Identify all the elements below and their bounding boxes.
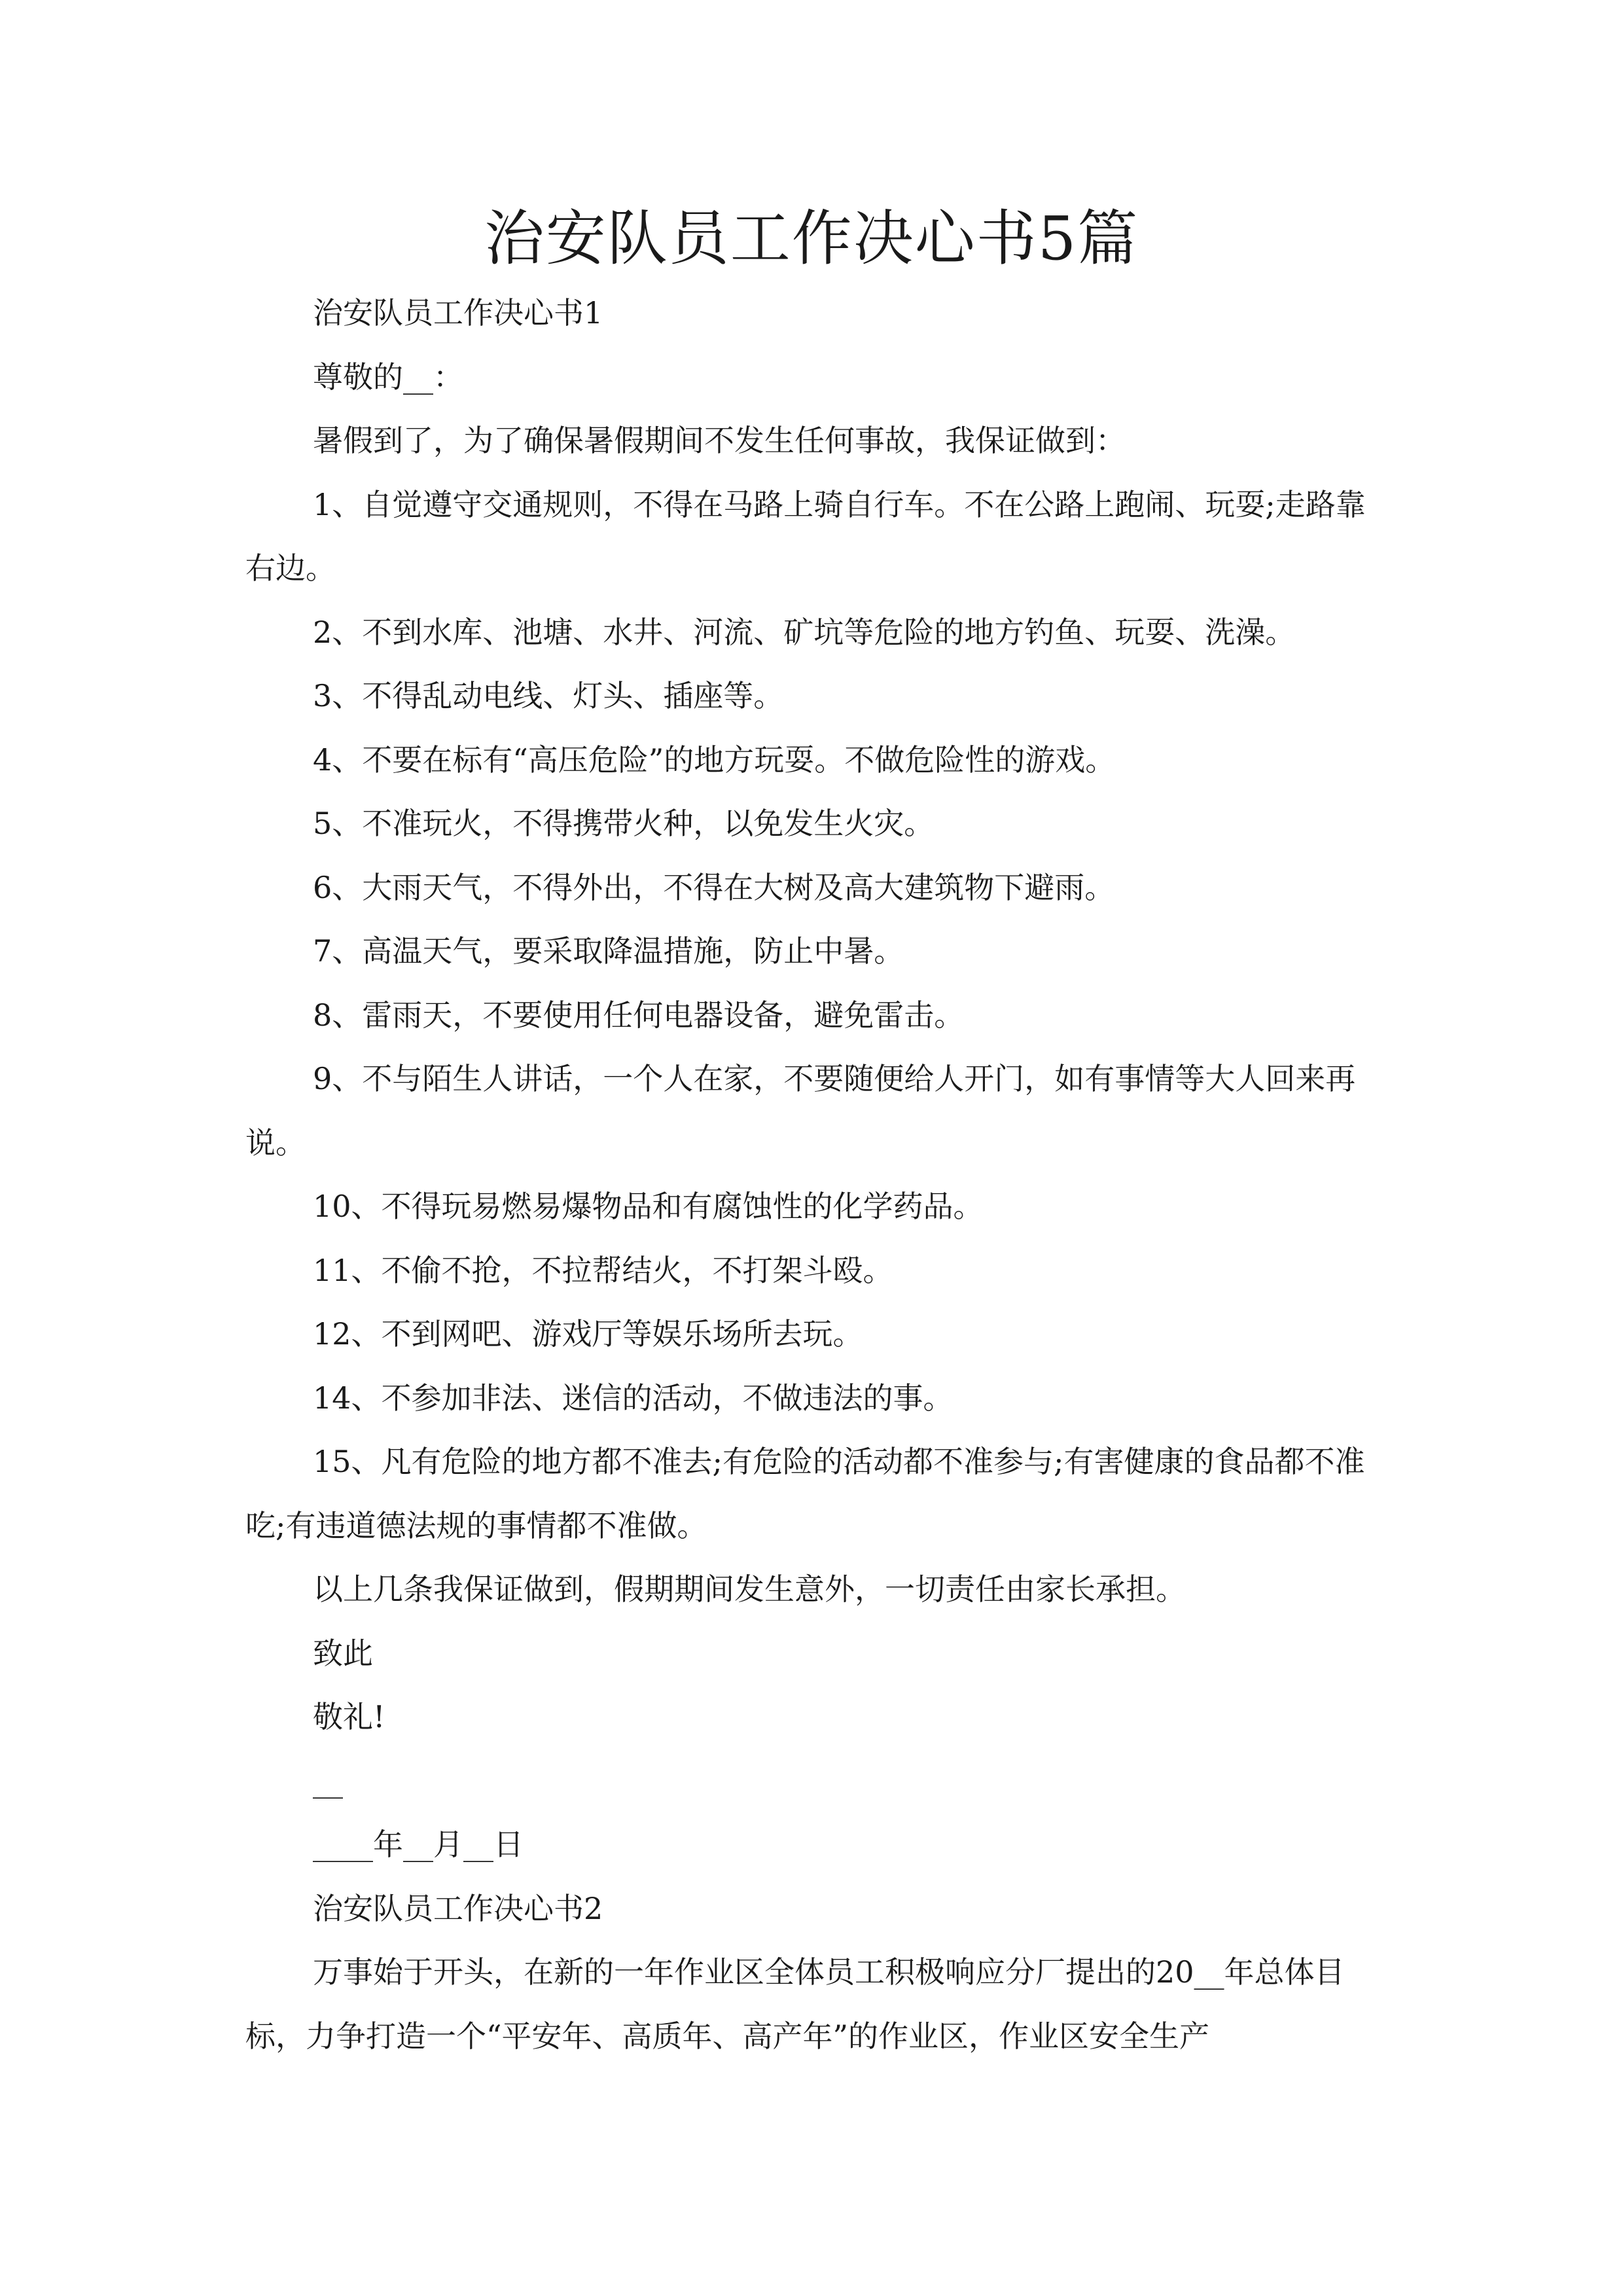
list-item-6: 6、大雨天气，不得外出，不得在大树及高大建筑物下避雨。	[313, 869, 1115, 905]
list-item-5: 5、不准玩火，不得携带火种，以免发生火灾。	[313, 806, 935, 841]
list-item-12: 12、不到网吧、游戏厅等娱乐场所去玩。	[313, 1316, 863, 1352]
document-body	[245, 281, 1378, 2068]
section-heading-2: 治安队员工作决心书2	[313, 1890, 603, 1926]
list-item-3: 3、不得乱动电线、灯头、插座等。	[313, 678, 784, 713]
list-item-4: 4、不要在标有“高压危险”的地方玩耍。不做危险性的游戏。	[313, 742, 1116, 778]
list-item-15: 15、凡有危险的地方都不准去;有危险的活动都不准参与;有害健康的食品都不准吃;有违道德法规的事情都不准做。	[245, 1444, 1365, 1543]
section-heading-1: 治安队员工作决心书1	[313, 295, 603, 331]
list-item-7: 7、高温天气，要采取降温措施，防止中暑。	[313, 933, 904, 969]
list-item-2: 2、不到水库、池塘、水井、河流、矿坑等危险的地方钓鱼、玩耍、洗澡。	[313, 614, 1296, 650]
list-item-1: 1、自觉遵守交通规则，不得在马路上骑自行车。不在公路上跑闹、玩耍;走路靠右边。	[245, 486, 1366, 586]
list-item-9: 9、不与陌生人讲话，一个人在家，不要随便给人开门，如有事情等大人回来再说。	[245, 1061, 1356, 1160]
document-title: 治安队员工作决心书5篇	[484, 204, 1139, 274]
list-item-10: 10、不得玩易燃易爆物品和有腐蚀性的化学药品。	[313, 1189, 984, 1224]
guarantee-paragraph: 以上几条我保证做到，假期期间发生意外，一切责任由家长承担。	[313, 1571, 1186, 1607]
list-item-11: 11、不偷不抢，不拉帮结火，不打架斗殴。	[313, 1252, 893, 1288]
closing-salute: 敬礼!	[313, 1699, 385, 1734]
signature-blank: __	[313, 1763, 343, 1799]
intro-paragraph: 暑假到了，为了确保暑假期间不发生任何事故，我保证做到：	[313, 423, 1126, 458]
section-2-paragraph: 万事始于开头，在新的一年作业区全体员工积极响应分厂提出的20__年总体目标，力争打造一个“平安年、高质年、高产年”的作业区，作业区安全生产	[245, 1954, 1345, 2054]
list-item-8: 8、雷雨天，不要使用任何电器设备，避免雷击。	[313, 997, 965, 1033]
closing-line: 致此	[313, 1635, 373, 1671]
salutation: 尊敬的__：	[313, 359, 463, 395]
list-item-14: 14、不参加非法、迷信的活动，不做违法的事。	[313, 1380, 954, 1416]
date-line: ____年__月__日	[313, 1827, 524, 1862]
